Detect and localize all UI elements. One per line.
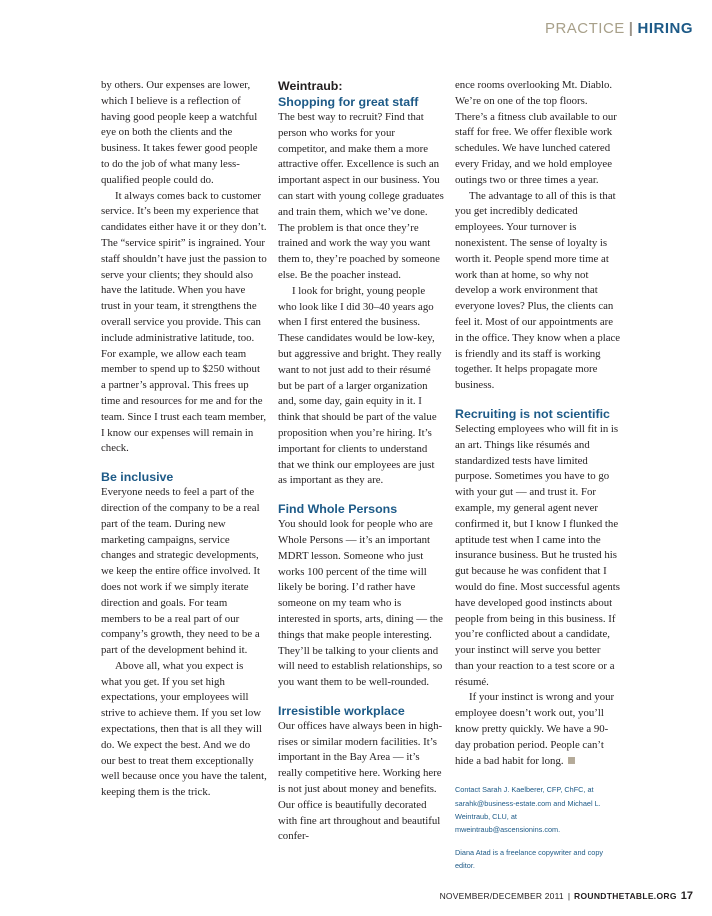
subheading-shopping: Shopping for great staff (278, 95, 419, 109)
header-separator: | (628, 20, 634, 37)
section-header (545, 20, 693, 37)
paragraph-text: If your instinct is wrong and your employee doesn’t work out, you’ll know pretty quickly. We have a 90-day probation period. People can’t hide a bad habit for long. (455, 691, 615, 767)
editor-credit: Diana Atad is a freelance copywriter and copy editor. (455, 848, 604, 871)
paragraph: Above all, what you expect is what you get. If you set high expectations, your employees will strive to achieve them. If you set low expectations, then that is all they will do. We expect the best. And we do our best to treat them exceptionally well because once you have the talent, keeping them is the trick. (101, 659, 267, 799)
paragraph: Selecting employees who will fit in is an art. Things like résumés and standardized tests have limited purpose. Sometimes you have to go with your gut — and trust it. For example, my general agent never confirmed it, but I know I flunked the aptitude test when I came into the insurance business. But he trusted his gut because he was confident that I would do fine. Most successful agents have developed good instincts about people from being in this business. If you’re conflicted about a candidate, your instinct will serve you better than your reaction to a test score or a résumé. (455, 422, 620, 688)
paragraph: You should look for people who are Whole Persons — it’s an important MDRT lesson. Someone who just works 100 percent of the time will likely be boring. I’d rather have someone on my team who is interested in sports, arts, dining — the things that make people interesting. They’ll be talking to your clients and will need to establish relationships, so you want them to be well-rounded. (278, 518, 443, 689)
column-1 (101, 78, 267, 801)
subheading-whole-persons: Find Whole Persons (278, 502, 398, 517)
paragraph: It always comes back to customer service. It’s been my experience that candidates either have it or they don’t. The “service spirit” is ingrained. Your staff shouldn’t have just the passion to serve your clients; they should also have the latitude. When you have trust in your team, it strengthens the overall service you provide. This can include administrative latitude, too. For example, we allow each team member to spend up to $250 without a partner’s approval. This frees up time and resources for me and for the team. Since I trust each team member, I know our expenses will remain in check. (101, 189, 267, 455)
subheading-workplace: Irresistible workplace (278, 703, 405, 718)
page-number: 17 (680, 890, 693, 902)
issue-date: NOVEMBER/DECEMBER 2011 (439, 891, 564, 901)
end-mark-icon (568, 757, 575, 764)
section-label: PRACTICE (544, 20, 625, 37)
paragraph: Our offices have always been in high-rises or similar modern facilities. It’s important in the Bay Area — it’s really competitive here. Working here is not just about money and benefits. Our office is beautifully decorated with fine art throughout and beautiful confer- (278, 719, 443, 843)
paragraph-final (455, 690, 621, 769)
subheading-be-inclusive: Be inclusive (101, 470, 174, 485)
column-3 (455, 78, 621, 872)
subheading-recruiting: Recruiting is not scientific (455, 406, 610, 421)
page-footer (440, 890, 693, 902)
website: ROUNDTHETABLE.ORG (574, 891, 677, 901)
contact-info: Contact Sarah J. Kaelberer, CFP, ChFC, at sarahk@business-estate.com and Michael L. Weintraub, CLU, at mweintraub@ascensionins.com. (455, 785, 601, 835)
paragraph: Everyone needs to feel a part of the direction of the company to be a real part of the team. During new marketing campaigns, service changes and strategic developments, we keep the entire office involved. It does not work if we simply iterate direction and goals. For team members to be a real part of our company’s growth, they need to be a part of the development behind it. (101, 486, 260, 657)
subsection-label: HIRING (637, 20, 693, 37)
paragraph: by others. Our expenses are lower, which I believe is a reflection of having good people keep a watchful eye on both the clients and the business. It takes fewer good people to do the job of what many less-qualified people could do. (101, 79, 258, 186)
paragraph: The advantage to all of this is that you get incredibly dedicated employees. Your turnover is nonexistent. The sense of loyalty is worth it. People spend more time at work than at home, so why not develop a work environment that everyone loves? Plus, the clients can feel it. Most of our appointments are in the office. They know when a place is friendly and its staff is working together. It helps propagate more business. (455, 189, 621, 392)
paragraph: The best way to recruit? Find that person who works for your competitor, and make them a more attractive offer. Excellence is such an important aspect in our business. You can start with young college graduates and train them, which we’ve done. The problem is that once they’re trained and work the way you want them to, they’re poached by someone else. Be the poacher instead. (278, 111, 444, 281)
paragraph: ence rooms overlooking Mt. Diablo. We’re on one of the top floors. There’s a fitness club available to our staff for free. We offer flexible work schedules. We have lunched catered every Friday, and we hold employee outings two or three times a year. (455, 79, 617, 186)
paragraph: I look for bright, young people who look like I did 30–40 years ago when I first entered the business. These candidates would be low-key, but aggressive and bright. They really want to not just add to their résumé but be part of a larger organization and, some day, gain equity in it. I think that should be part of the value proposition when you’re hiring. It’s important for clients to understand that we think our employees are just as important as they are. (278, 284, 442, 487)
column-2 (278, 78, 444, 845)
footer-separator: | (567, 891, 571, 901)
author-heading: Weintraub: (278, 79, 343, 93)
